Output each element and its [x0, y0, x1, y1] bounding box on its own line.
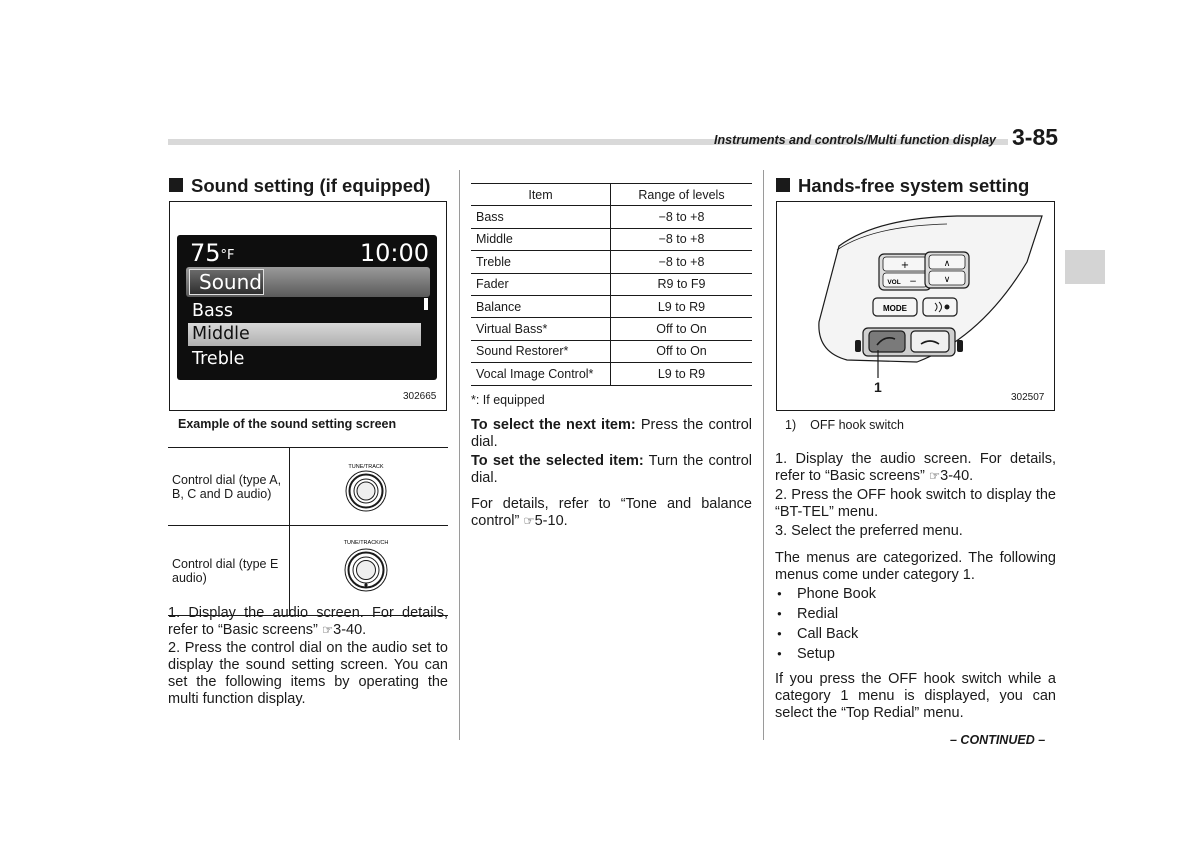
table-footnote: *: If equipped [471, 393, 545, 407]
table-row [471, 340, 752, 362]
heading-square-icon [776, 178, 790, 192]
right-step-1 [775, 451, 1056, 485]
menu-title-box [189, 269, 264, 295]
list-item: ● Setup [775, 644, 1056, 664]
instruction-text: Turn the control dial. [471, 453, 753, 486]
dial-label: Control dial (type E audio) [168, 526, 290, 616]
step-text: 1. Display the audio screen. For details, refer to “Basic screens” [168, 605, 448, 638]
details-reference [471, 496, 752, 530]
table-cell: Middle [471, 228, 611, 250]
volume-up-icon: + [900, 260, 910, 271]
section-title: Instruments and controls/Multi function display [714, 133, 996, 147]
table-row [471, 318, 752, 340]
table-row [471, 273, 752, 295]
table-cell: R9 to F9 [611, 273, 753, 295]
dial-row [168, 526, 448, 616]
column-divider-right [763, 170, 764, 740]
table-cell: L9 to R9 [611, 295, 753, 317]
dial-label: Control dial (type A, B, C and D audio) [168, 448, 290, 526]
dial-image-cell [290, 448, 449, 526]
vol-label: VOL [887, 279, 901, 286]
details-text: For details, refer to “Tone and balance control” [471, 496, 752, 529]
dial-image-cell [290, 526, 449, 616]
table-row [471, 206, 752, 228]
page-reference: 3-40. [333, 622, 367, 638]
dial-knob-label: TUNE/TRACK [348, 464, 384, 470]
mode-button-label: MODE [883, 304, 907, 313]
menu-item-middle-highlight[interactable] [188, 323, 421, 346]
instruction-label: To select the next item: [471, 417, 636, 433]
left-step-1 [168, 605, 448, 639]
instruction-text: Press the control dial. [471, 417, 752, 450]
category-1-menu-list [775, 584, 1056, 664]
sound-setting-heading [169, 175, 430, 197]
table-cell: Balance [471, 295, 611, 317]
page-number: 3-85 [1012, 124, 1059, 150]
menu-title-bar [186, 267, 430, 297]
table-row [471, 363, 752, 385]
chapter-tab [1065, 250, 1105, 284]
menu-title: Sound [199, 270, 262, 294]
reference-icon: ☞ [523, 514, 535, 528]
left-step-2: 2. Press the control dial on the audio set to display the sound setting screen. You can set the following items by operating the multi function display. [168, 640, 448, 707]
table-cell: −8 to +8 [611, 228, 753, 250]
temperature-readout [190, 239, 235, 267]
control-dial-icon [291, 527, 447, 611]
figure-code-wheel: 302507 [1011, 392, 1045, 403]
table-cell: Virtual Bass* [471, 318, 611, 340]
step-text: 1. Display the audio screen. For details, refer to “Basic screens” [775, 451, 1056, 484]
sound-levels-table [471, 183, 752, 386]
list-item: ● Call Back [775, 624, 1056, 644]
menu-item-bass[interactable]: Bass [192, 301, 233, 321]
column-divider-left [459, 170, 460, 740]
control-dial-table [168, 447, 448, 616]
table-cell: Treble [471, 251, 611, 273]
legend-text: OFF hook switch [810, 418, 904, 432]
callout-number: 1 [874, 379, 882, 395]
table-header-row [471, 184, 752, 206]
seek-up-icon: ∧ [943, 259, 951, 269]
temperature-value: 75 [190, 239, 221, 267]
hands-free-heading [776, 175, 1029, 197]
reference-icon: ☞ [321, 623, 334, 637]
instruction-label: To set the selected item: [471, 453, 644, 469]
right-step-2: 2. Press the OFF hook switch to display the “BT-TEL” menu. [775, 487, 1056, 520]
column-header-item: Item [471, 184, 611, 206]
dial-row [168, 448, 448, 526]
menu-category-paragraph: The menus are categorized. The following menus come under category 1. [775, 550, 1056, 583]
column-header-range: Range of levels [611, 184, 753, 206]
table-cell: L9 to R9 [611, 363, 753, 385]
volume-down-icon: − [909, 277, 917, 287]
table-row [471, 295, 752, 317]
reference-icon: ☞ [928, 469, 941, 483]
table-cell: −8 to +8 [611, 206, 753, 228]
list-item: ● Phone Book [775, 584, 1056, 604]
menu-item-middle: Middle [192, 324, 250, 344]
table-cell: Sound Restorer* [471, 340, 611, 362]
table-cell: Off to On [611, 318, 753, 340]
seek-down-icon: ∨ [943, 275, 951, 285]
right-step-3: 3. Select the preferred menu. [775, 523, 963, 539]
heading-text: Sound setting (if equipped) [191, 175, 431, 196]
table-cell: −8 to +8 [611, 251, 753, 273]
figure-caption: Example of the sound setting screen [178, 417, 397, 431]
temperature-unit: °F [220, 248, 235, 263]
steering-switch-figure [776, 201, 1055, 411]
dial-knob-label: TUNE/TRACK/CH [343, 540, 389, 546]
legend-number: 1) [785, 418, 797, 432]
table-row [471, 251, 752, 273]
table-cell: Off to On [611, 340, 753, 362]
menu-item-treble[interactable]: Treble [192, 349, 245, 369]
table-cell: Vocal Image Control* [471, 363, 611, 385]
page-reference: 5-10. [534, 513, 568, 529]
table-cell: Fader [471, 273, 611, 295]
heading-square-icon [169, 178, 183, 192]
table-cell: Bass [471, 206, 611, 228]
next-item-instruction [471, 417, 752, 451]
control-dial-icon [291, 449, 447, 521]
continued-label: – CONTINUED – [950, 733, 1046, 747]
list-item: ● Redial [775, 604, 1056, 624]
figure-code-sound: 302665 [403, 391, 437, 402]
table-row [471, 228, 752, 250]
page-reference: 3-40. [940, 468, 974, 484]
figure-legend [785, 418, 904, 432]
steering-wheel-illustration [777, 202, 1054, 410]
heading-text: Hands-free system setting [798, 175, 1030, 196]
scroll-indicator [424, 298, 428, 310]
set-item-instruction [471, 453, 752, 487]
top-redial-paragraph: If you press the OFF hook switch while a category 1 menu is displayed, you can select the “Top Redial” menu. [775, 671, 1056, 721]
multi-function-display [177, 235, 437, 380]
clock: 10:00 [359, 239, 429, 267]
